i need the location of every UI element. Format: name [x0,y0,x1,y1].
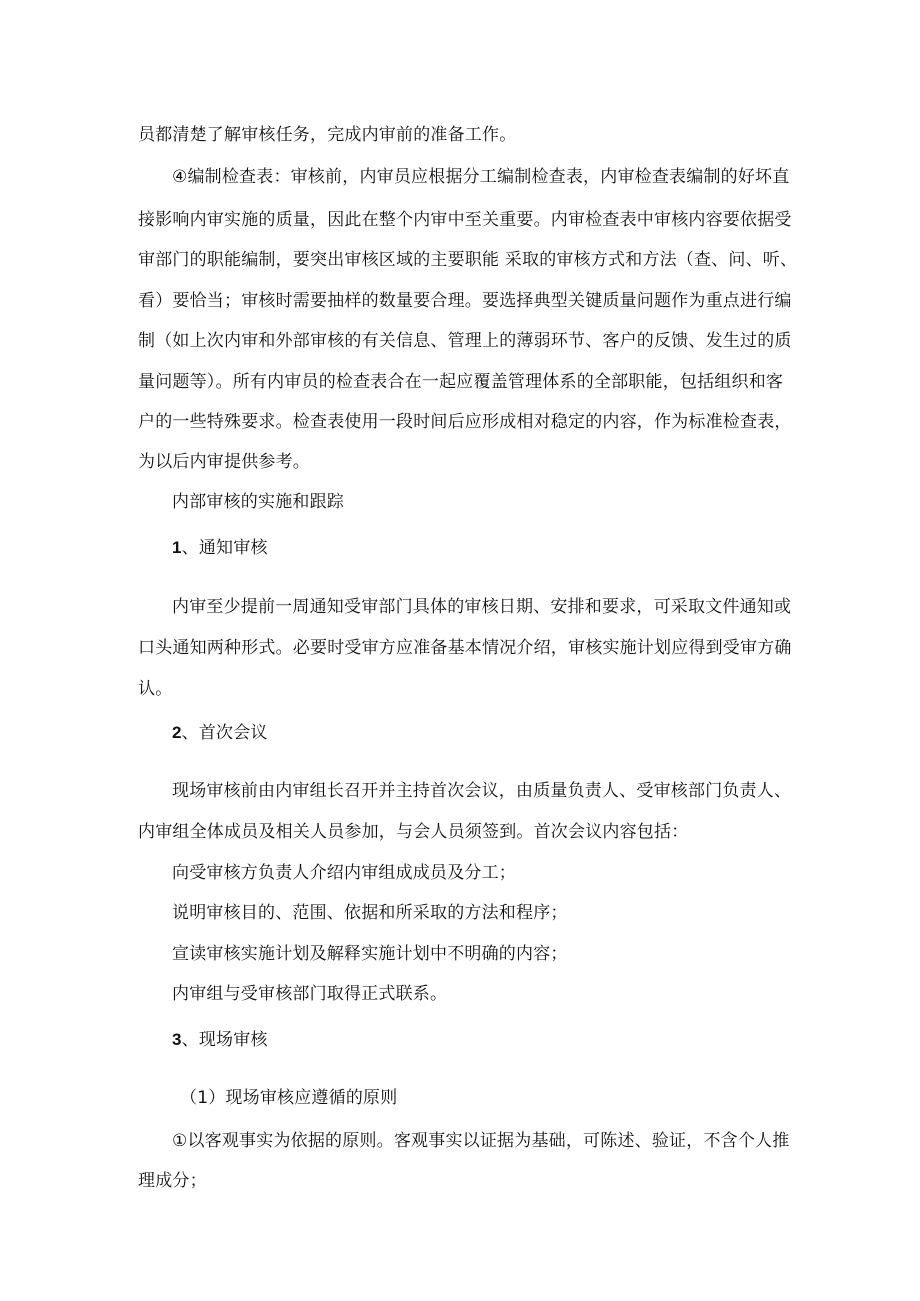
heading-text: 、现场审核 [181,1030,268,1050]
sub-heading: （1）现场审核应遵循的原则 [180,1088,398,1108]
paragraph-line: 内审组全体成员及相关人员参加，与会人员须签到。首次会议内容包括： [138,822,689,842]
paragraph-line: 现场审核前由内审组长召开并主持首次会议，由质量负责人、受审核部门负责人、 [172,781,792,801]
paragraph-line: 为以后内审提供参考。 [138,452,310,472]
paragraph-line: ①以客观事实为依据的原则。客观事实以证据为基础，可陈述、验证，不含个人推 [172,1131,790,1151]
paragraph-line: 制（如上次内审和外部审核的有关信息、管理上的薄弱环节、客户的反馈、发生过的质 [138,331,792,351]
heading-text: 、通知审核 [181,538,268,558]
paragraph-line: 量问题等）。所有内审员的检查表合在一起应覆盖管理体系的全部职能，包括组织和客 [138,372,784,392]
paragraph-line: 户的一些特殊要求。检查表使用一段时间后应形成相对稳定的内容，作为标准检查表， [138,412,792,432]
paragraph-line: 看）要恰当；审核时需要抽样的数量要合理。要选择典型关键质量问题作为重点进行编 [138,291,792,311]
list-item: 内审组与受审核部门取得正式联系。 [172,984,448,1004]
list-item: 说明审核目的、范围、依据和所采取的方法和程序； [172,903,568,923]
paragraph-line: 理成分； [138,1171,207,1191]
section-title: 内部审核的实施和跟踪 [172,492,344,512]
paragraph-line: 员都清楚了解审核任务，完成内审前的准备工作。 [138,125,517,145]
heading-first-meeting [172,722,268,744]
list-item: 向受审核方负责人介绍内审组成成员及分工； [172,863,516,883]
paragraph-line: 审部门的职能编制，要突出审核区域的主要职能 采取的审核方式和方法（查、问、听、 [138,250,798,270]
paragraph-line: 口头通知两种形式。必要时受审方应准备基本情况介绍，审核实施计划应得到受审方确 [138,638,792,658]
heading-number: 1 [172,538,182,557]
heading-number: 3 [172,1030,182,1049]
heading-number: 2 [172,723,182,742]
heading-onsite-audit [172,1029,268,1051]
paragraph-line: ④编制检查表：审核前，内审员应根据分工编制检查表，内审检查表编制的好坏直 [172,167,790,187]
heading-text: 、首次会议 [181,723,268,743]
paragraph-line: 认。 [138,679,173,699]
list-item: 宣读审核实施计划及解释实施计划中不明确的内容； [172,944,568,964]
paragraph-line: 内审至少提前一周通知受审部门具体的审核日期、安排和要求，可采取文件通知或 [172,597,792,617]
paragraph-line: 接影响内审实施的质量，因此在整个内审中至关重要。内审检查表中审核内容要依据受 [138,210,792,230]
heading-notify-audit [172,537,268,559]
